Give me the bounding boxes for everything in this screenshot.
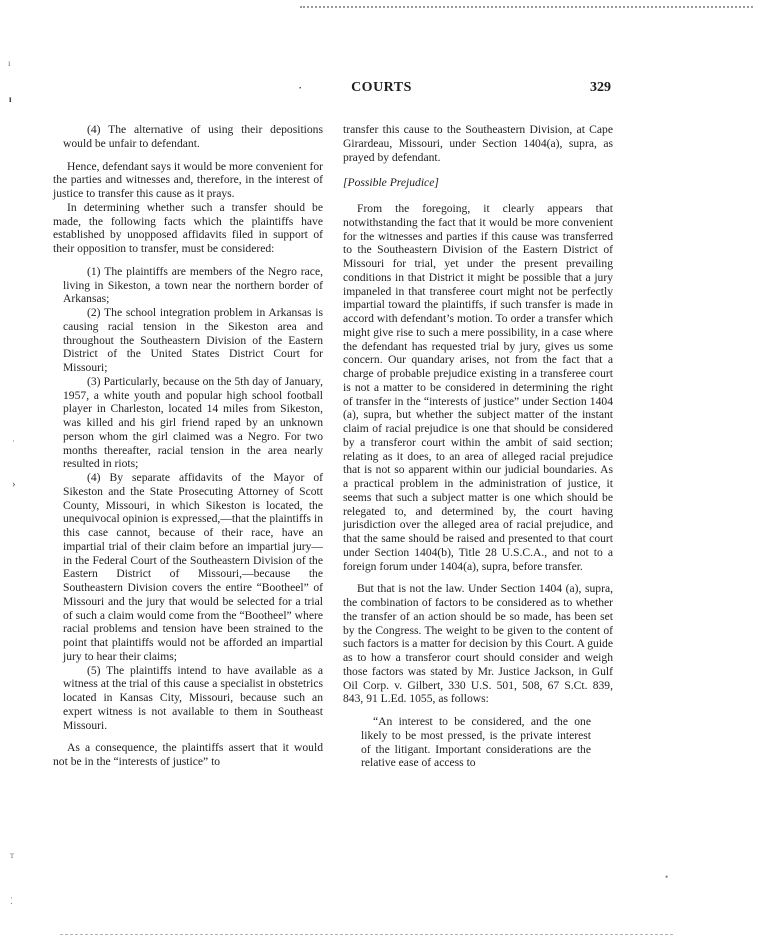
left-column: [53, 123, 323, 769]
paragraph: As a consequence, the plaintiffs assert that it would not be in the “interests of justice” to: [53, 741, 323, 768]
margin-mark: ɪ: [9, 94, 12, 104]
list-item: (1) The plaintiffs are members of the Negro race, living in Sikeston, a town near the northern border of Arkansas;: [63, 264, 323, 306]
running-head: COURTS: [351, 80, 412, 95]
paragraph: (4) The alternative of using their depositions would be unfair to defendant.: [63, 123, 323, 150]
margin-mark: ·: [12, 436, 15, 446]
list-item: (2) The school integration problem in Arkansas is causing racial tension in the Sikeston area and throughout the Southeastern Division of the Eastern District of the United States District Court for Missouri;: [63, 306, 323, 374]
margin-mark: ᴛ: [10, 850, 14, 860]
paragraph: But that is not the law. Under Section 1404 (a), supra, the combination of factors to be considered as to whether the transfer of an action should be so made, has been set by the Congress. The weight to be given to the content of such factors is a matter for decision by this Court. A guide as to how a transferor court should consider and weigh those factors was stated by Mr. Justice Jackson, in Gulf Oil Corp. v. Gilbert, 330 U.S. 501, 508, 67 S.Ct. 839, 843, 91 L.Ed. 1055, as follows:: [343, 582, 613, 706]
section-heading: [Possible Prejudice]: [343, 176, 439, 190]
list-item: (3) Particularly, because on the 5th day of January, 1957, a white youth and popular high school football player in Charleston, located 14 miles from Sikeston, was killed and his girl friend raped by an unknown person whom the girl claimed was a Negro. For two months thereafter, racial tension in the area nearly resulted in riots;: [63, 374, 323, 471]
paragraph: Hence, defendant says it would be more convenient for the parties and witnesses and, therefore, in the interest of justice to transfer this cause as it prays.: [53, 159, 323, 200]
list-item: (4) By separate affidavits of the Mayor of Sikeston and the State Prosecuting Attorney of Scott County, Missouri, in which Sikeston is located, the unequivocal opinion is expressed,—that the plaintiffs in this case cannot, because of their race, have an impartial trial of their claim before an impartial jury—in the Federal Court of the Southeastern Division of the Eastern District of Missouri,—because the Southeastern Division covers the entire “Bootheel” of Missouri and the jury that would be selected for a trial of such a claim would come from the “Bootheel” where racial problems and tension have been strained to the point that plaintiffs would not be afforded an impartial jury to hear their claims;: [63, 471, 323, 663]
bottom-dotted-rule: [60, 934, 673, 935]
right-column: [343, 123, 613, 770]
paragraph: In determining whether such a transfer should be made, the following facts which the plaintiffs have established by unopposed affidavits filed in support of their opposition to transfer, must be considered:: [53, 200, 323, 255]
paragraph: transfer this cause to the Southeastern Division, at Cape Girardeau, Missouri, under Section 1404(a), supra, as prayed by defendant.: [343, 123, 613, 164]
header-bullet: ·: [298, 80, 303, 95]
top-dotted-rule: [300, 6, 753, 8]
margin-mark: •: [665, 872, 669, 882]
block-quote: “An interest to be considered, and the one likely to be most pressed, is the private interest of the litigant. Important considerations are the relative ease of access to: [361, 715, 591, 770]
margin-mark: ›: [12, 478, 16, 490]
page-number: 329: [590, 80, 611, 95]
margin-mark: ⁚: [10, 896, 13, 906]
margin-mark: ı: [8, 58, 11, 68]
list-item: (5) The plaintiffs intend to have available as a witness at the trial of this cause a specialist in obstetrics located in Kansas City, Missouri, because such an expert witness is not available to them in Southeast Missouri.: [63, 663, 323, 732]
paragraph: From the foregoing, it clearly appears that notwithstanding the fact that it would be more convenient for the witnesses and parties if this cause was transferred to the Southeastern Division of the Eastern District of Missouri for trial, yet under the present prevailing conditions in that District it might be possible that a jury impaneled in that transferee court might not be perfectly impartial toward the plaintiffs, if such transfer is made in accord with defendant’s motion. To order a transfer which might give rise to such a mere possibility, in a case where the defendant has requested trial by jury, gives us some concern. Our quandary arises, not from the fact that a charge of probable prejudice existing in a transferee court is not a matter to be considered in determining the right of transfer in the “interests of justice” under Section 1404 (a), supra, but whether the subject matter of the instant claim of racial prejudice is one that should be considered by a transferor court within the ambit of said section; relating as it does, to an area of alleged racial prejudice that is not so apparent within our judicial boundaries. As a practical problem in the administration of justice, it seems that such a subject matter is one which should be relegated to, and determined by, the court having jurisdiction over the alleged area of racial prejudice, and that the same should be raised and presented to that court under Section 1404(b), Title 28 U.S.C.A., and not to a foreign forum under 1404(a), supra, before transfer.: [343, 202, 613, 573]
